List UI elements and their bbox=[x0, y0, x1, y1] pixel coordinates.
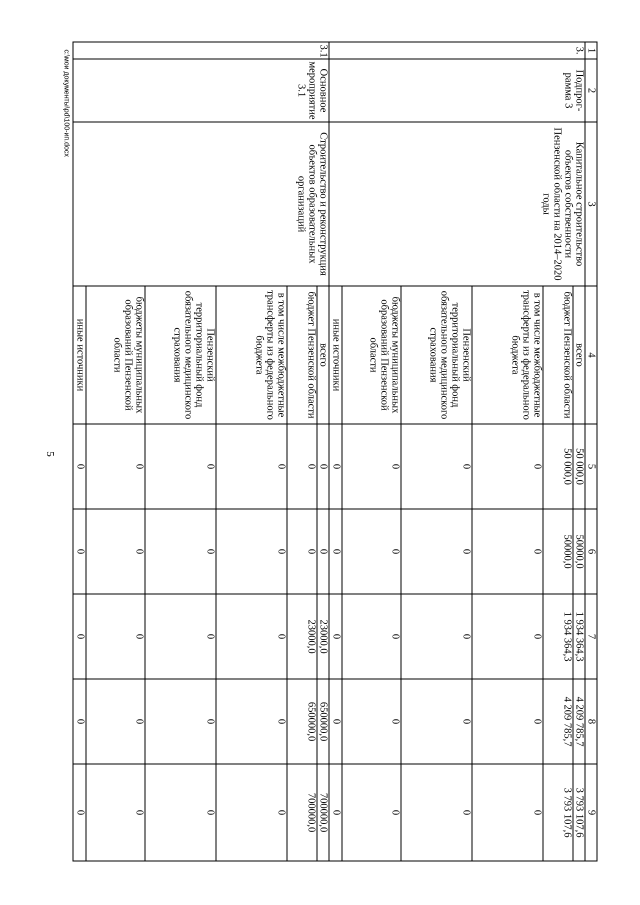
value-cell: 0 bbox=[73, 679, 86, 764]
budget-table bbox=[73, 42, 598, 862]
value-cell: 700000,0 bbox=[317, 764, 329, 861]
header-row bbox=[585, 42, 597, 861]
value-cell: 0 bbox=[342, 509, 401, 594]
section-name-cell: Основное мероприятие 3.1 bbox=[73, 59, 329, 122]
value-cell: 0 bbox=[472, 594, 543, 679]
value-cell: 0 bbox=[342, 764, 401, 861]
value-cell: 0 bbox=[145, 424, 216, 509]
value-cell: 0 bbox=[342, 594, 401, 679]
value-cell: 0 bbox=[329, 509, 342, 594]
value-cell: 0 bbox=[145, 764, 216, 861]
value-cell: 0 bbox=[329, 594, 342, 679]
value-cell: 0 bbox=[216, 764, 287, 861]
section-number-cell: 3.1. bbox=[73, 42, 329, 59]
value-cell: 1 934 364,3 bbox=[573, 594, 585, 679]
value-cell: 0 bbox=[145, 509, 216, 594]
value-cell: 0 bbox=[472, 424, 543, 509]
section-description-cell: Строительство и реконструкция объектов образовательных организаций bbox=[73, 122, 329, 286]
funding-source-cell: бюджеты муниципальных образований Пензенской области bbox=[342, 286, 401, 424]
funding-source-cell: бюджет Пензенской области bbox=[543, 286, 573, 424]
header-cell: 1 bbox=[585, 42, 597, 59]
value-cell: 0 bbox=[86, 424, 145, 509]
funding-source-cell: в том числе межбюджетные трансферты из федерального бюджета bbox=[472, 286, 543, 424]
value-cell: 0 bbox=[472, 679, 543, 764]
value-cell: 0 bbox=[86, 509, 145, 594]
section-number-cell: 3. bbox=[329, 42, 585, 59]
value-cell: 0 bbox=[287, 509, 317, 594]
header-cell: 8 bbox=[585, 679, 597, 764]
value-cell: 0 bbox=[216, 679, 287, 764]
value-cell: 1 934 364,3 bbox=[543, 594, 573, 679]
value-cell: 0 bbox=[401, 509, 472, 594]
value-cell: 0 bbox=[317, 424, 329, 509]
value-cell: 650000,0 bbox=[317, 679, 329, 764]
value-cell: 0 bbox=[145, 679, 216, 764]
value-cell: 0 bbox=[86, 679, 145, 764]
header-cell: 2 bbox=[585, 59, 597, 122]
value-cell: 3 793 107,6 bbox=[543, 764, 573, 861]
value-cell: 0 bbox=[317, 509, 329, 594]
rotated-table-area bbox=[43, 42, 598, 861]
funding-source-cell: иные источники bbox=[329, 286, 342, 424]
value-cell: 0 bbox=[86, 594, 145, 679]
header-cell: 6 bbox=[585, 509, 597, 594]
value-cell: 0 bbox=[216, 424, 287, 509]
table-row bbox=[317, 42, 329, 861]
page-number: 5 bbox=[44, 451, 56, 457]
value-cell: 0 bbox=[73, 424, 86, 509]
value-cell: 0 bbox=[216, 509, 287, 594]
header-cell: 4 bbox=[585, 286, 597, 424]
value-cell: 0 bbox=[287, 424, 317, 509]
value-cell: 0 bbox=[329, 764, 342, 861]
header-cell: 7 bbox=[585, 594, 597, 679]
value-cell: 4 209 785,7 bbox=[543, 679, 573, 764]
value-cell: 23000,0 bbox=[317, 594, 329, 679]
value-cell: 0 bbox=[342, 424, 401, 509]
value-cell: 0 bbox=[472, 764, 543, 861]
section-name-cell: Подпрог- рамма 3 bbox=[329, 59, 585, 122]
value-cell: 0 bbox=[86, 764, 145, 861]
footer-path: c:\мои документы\pd\100-ип.docx bbox=[62, 49, 70, 157]
value-cell: 4 209 785,7 bbox=[573, 679, 585, 764]
value-cell: 0 bbox=[73, 509, 86, 594]
funding-source-cell: всего bbox=[573, 286, 585, 424]
value-cell: 0 bbox=[73, 594, 86, 679]
value-cell: 0 bbox=[342, 679, 401, 764]
funding-source-cell: бюджет Пензенской области bbox=[287, 286, 317, 424]
value-cell: 0 bbox=[145, 594, 216, 679]
funding-source-cell: иные источники bbox=[73, 286, 86, 424]
table-row bbox=[573, 42, 585, 861]
header-cell: 9 bbox=[585, 764, 597, 861]
value-cell: 650000,0 bbox=[287, 679, 317, 764]
value-cell: 700000,0 bbox=[287, 764, 317, 861]
funding-source-cell: Пензенский территориальный фонд обязательного медицинского страхования bbox=[401, 286, 472, 424]
value-cell: 3 793 107,6 bbox=[573, 764, 585, 861]
value-cell: 50000,0 bbox=[543, 509, 573, 594]
value-cell: 50000,0 bbox=[573, 509, 585, 594]
section-description-cell: Капитальное строительство объектов собственности Пензенской области на 2014–2020 годы bbox=[329, 122, 585, 286]
value-cell: 0 bbox=[472, 509, 543, 594]
header-cell: 3 bbox=[585, 122, 597, 286]
value-cell: 0 bbox=[329, 679, 342, 764]
value-cell: 50 000,0 bbox=[543, 424, 573, 509]
value-cell: 0 bbox=[73, 764, 86, 861]
value-cell: 0 bbox=[401, 764, 472, 861]
value-cell: 0 bbox=[329, 424, 342, 509]
funding-source-cell: Пензенский территориальный фонд обязательного медицинского страхования bbox=[145, 286, 216, 424]
value-cell: 50 000,0 bbox=[573, 424, 585, 509]
funding-source-cell: бюджеты муниципальных образований Пензенской области bbox=[86, 286, 145, 424]
funding-source-cell: в том числе межбюджетные трансферты из федерального бюджета bbox=[216, 286, 287, 424]
funding-source-cell: всего bbox=[317, 286, 329, 424]
value-cell: 0 bbox=[401, 594, 472, 679]
header-cell: 5 bbox=[585, 424, 597, 509]
value-cell: 0 bbox=[401, 424, 472, 509]
value-cell: 0 bbox=[401, 679, 472, 764]
value-cell: 0 bbox=[216, 594, 287, 679]
value-cell: 23000,0 bbox=[287, 594, 317, 679]
